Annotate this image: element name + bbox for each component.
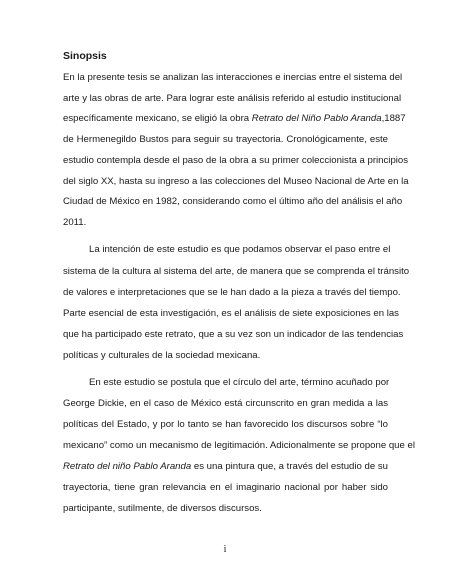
text-line: estudio contempla desde el paso de la obra a su primer coleccionista a principios (63, 155, 409, 166)
text-line: mexicano” como un mecanismo de legitimación. Adicionalmente se propone que el (63, 440, 415, 451)
text-line: En este estudio se postula que el círculo del arte, término acuñado por (89, 377, 390, 388)
text-line: arte y las obras de arte. Para lograr este análisis referido al estudio institucional (63, 93, 402, 104)
page-number: i (223, 544, 227, 555)
text-line: La intención de este estudio es que podamos observar el paso entre el (89, 244, 391, 255)
text-line (63, 461, 388, 473)
text-line: de valores e interpretaciones que se le han dado a la pieza a través del tiempo. (63, 287, 401, 298)
text-segment: es una pintura que, a través del estudio de su (191, 461, 388, 472)
text-line: participante, sutilmente, de diversos discursos. (63, 503, 262, 514)
text-segment: ,1887 (381, 113, 406, 124)
text-line: que ha participado este retrato, que a su vez son un indicador de las tendencias (63, 329, 404, 340)
artwork-title: Retrato del Niño Pablo Aranda (251, 113, 382, 124)
artwork-title: Retrato del niño Pablo Aranda (63, 461, 192, 472)
text-segment: específicamente mexicano, se eligió la obra (63, 113, 252, 124)
text-line: del siglo XX, hasta su ingreso a las colecciones del Museo Nacional de Arte en la (63, 176, 409, 187)
text-line: políticas del Estado, y por lo tanto se han favorecido los discursos sobre “lo (63, 419, 388, 430)
text-line: de Hermenegildo Bustos para seguir su trayectoria. Cronológicamente, este (63, 134, 388, 145)
text-line: sistema de la cultura al sistema del arte, de manera que se comprenda el tránsito (63, 266, 410, 277)
text-line: En la presente tesis se analizan las interacciones e inercias entre el sistema del (63, 72, 403, 83)
text-line (63, 113, 406, 125)
text-line: políticas y culturales de la sociedad mexicana. (63, 350, 261, 361)
text-line: trayectoria, tiene gran relevancia en el imaginario nacional por haber sido (63, 482, 388, 493)
text-line: 2011. (63, 217, 87, 228)
section-heading: Sinopsis (63, 50, 107, 62)
text-line: Ciudad de México en 1982, considerando como el último año del análisis el año (63, 196, 403, 207)
text-line: George Dickie, en el caso de México está circunscrito en gran medida a las (63, 398, 388, 409)
text-line: Parte esencial de esta investigación, es el análisis de siete exposiciones en las (63, 308, 399, 319)
